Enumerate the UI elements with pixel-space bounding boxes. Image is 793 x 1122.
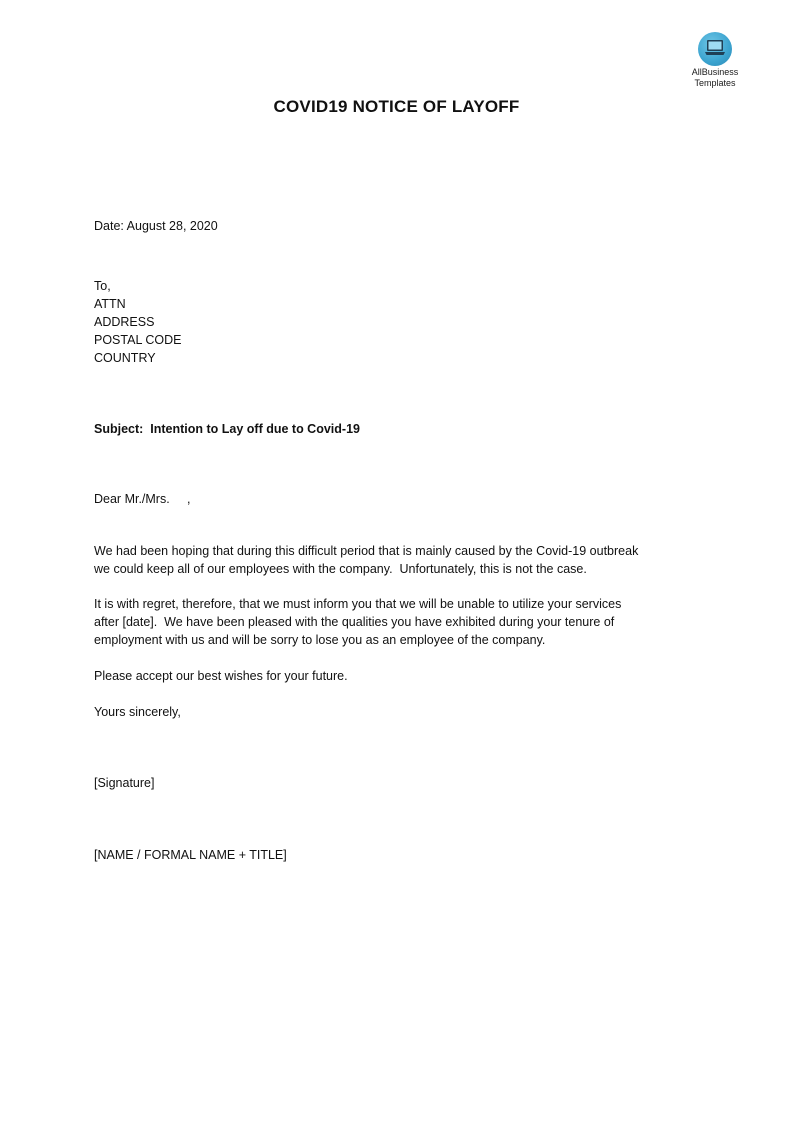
recipient-address: ADDRESS — [94, 315, 155, 329]
name-title-placeholder: [NAME / FORMAL NAME + TITLE] — [94, 848, 287, 862]
subject-text: Intention to Lay off due to Covid-19 — [150, 422, 360, 436]
letter-title: COVID19 NOTICE OF LAYOFF — [273, 97, 520, 116]
recipient-attn: ATTN — [94, 297, 126, 311]
salutation: Dear Mr./Mrs. , — [94, 492, 191, 506]
logo-text-line2: Templates — [694, 78, 736, 88]
subject-label: Subject: — [94, 422, 144, 436]
paragraph3: Please accept our best wishes for your future. — [94, 669, 348, 683]
paragraph1-line2: we could keep all of our employees with the company. Unfortunately, this is not the case. — [94, 562, 587, 576]
subject-line — [94, 420, 360, 438]
laptop-icon — [698, 32, 732, 66]
paragraph2-line3: employment with us and will be sorry to lose you as an employee of the company. — [94, 633, 546, 647]
recipient-to: To, — [94, 279, 111, 293]
date-line: Date: August 28, 2020 — [94, 219, 218, 233]
paragraph1-line1: We had been hoping that during this difficult period that is mainly caused by the Covid-19 outbreak — [94, 544, 639, 558]
paragraph2-line1: It is with regret, therefore, that we must inform you that we will be unable to utilize your services — [94, 597, 622, 611]
paragraph2-line2: after [date]. We have been pleased with the qualities you have exhibited during your tenure of — [94, 615, 615, 629]
allbusiness-templates-logo — [684, 32, 746, 88]
signature-placeholder: [Signature] — [94, 776, 155, 790]
closing: Yours sincerely, — [94, 705, 181, 719]
recipient-postal-code: POSTAL CODE — [94, 333, 182, 347]
logo-text-line1: AllBusiness — [691, 67, 739, 77]
recipient-country: COUNTRY — [94, 351, 156, 365]
